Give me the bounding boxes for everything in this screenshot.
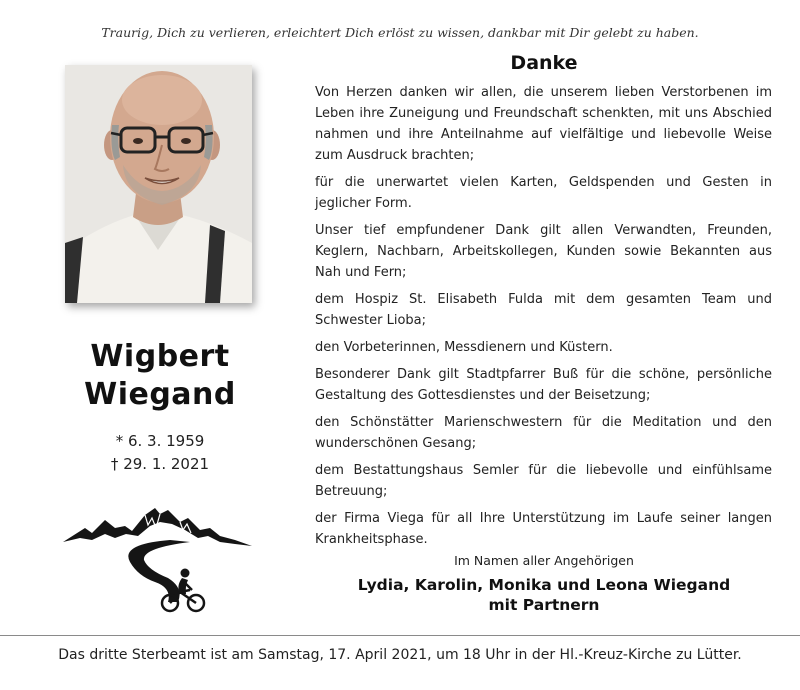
- thanks-paragraph: dem Bestattungshaus Semler für die liebevolle und einfühlsame Betreuung;: [315, 463, 772, 499]
- first-name: Wigbert: [90, 339, 230, 374]
- motto-text: Traurig, Dich zu verlieren, erleichtert Dich erlöst zu wissen, dankbar mit Dir gelebt zu haben.: [101, 25, 699, 40]
- thanks-paragraph: Von Herzen danken wir allen, die unserem lieben Verstorbenen im Leben ihre Zuneigung und Freundschaft schenkten, mit uns Abschied nahmen und ihre Anteilnahme auf vielfältige und liebevolle Weise zum Ausdruck brachten;: [315, 85, 772, 163]
- mountain-cyclist-icon: [60, 500, 255, 619]
- life-dates: [60, 430, 260, 476]
- thanks-paragraph: den Schönstätter Marienschwestern für die Meditation und den wunderschönen Gesang;: [315, 415, 772, 451]
- thanks-paragraph: Besonderer Dank gilt Stadtpfarrer Buß für die schöne, persönliche Gestaltung des Gottesdienstes und der Beisetzung;: [315, 367, 772, 403]
- last-name: Wiegand: [84, 377, 236, 412]
- thanks-paragraph: der Firma Viega für all Ihre Unterstützung im Laufe seiner langen Krankheitsphase.: [315, 511, 772, 547]
- closing-intro: Im Namen aller Angehörigen: [454, 553, 634, 568]
- closing-block: [315, 551, 773, 615]
- divider: [0, 635, 800, 636]
- thanks-paragraph: den Vorbeterinnen, Messdienern und Küstern.: [315, 340, 613, 355]
- service-announcement: Das dritte Sterbeamt ist am Samstag, 17. April 2021, um 18 Uhr in der Hl.-Kreuz-Kirche zu Lütter.: [58, 647, 742, 663]
- death-date: † 29. 1. 2021: [110, 455, 210, 473]
- thanks-text: [315, 82, 772, 556]
- birth-date: * 6. 3. 1959: [115, 432, 205, 450]
- danke-heading: Danke: [510, 52, 578, 74]
- portrait-photo: [65, 65, 252, 303]
- thanks-paragraph: für die unerwartet vielen Karten, Geldspenden und Gesten in jeglicher Form.: [315, 175, 772, 211]
- deceased-name: [60, 338, 260, 414]
- thanks-paragraph: dem Hospiz St. Elisabeth Fulda mit dem gesamten Team und Schwester Lioba;: [315, 292, 772, 328]
- family-names: Lydia, Karolin, Monika und Leona Wiegand: [357, 576, 731, 594]
- thanks-paragraph: Unser tief empfundener Dank gilt allen Verwandten, Freunden, Keglern, Nachbarn, Arbeitskollegen, Kunden sowie Bekannten aus Nah und Fern;: [315, 223, 772, 280]
- family-names-suffix: mit Partnern: [488, 596, 600, 614]
